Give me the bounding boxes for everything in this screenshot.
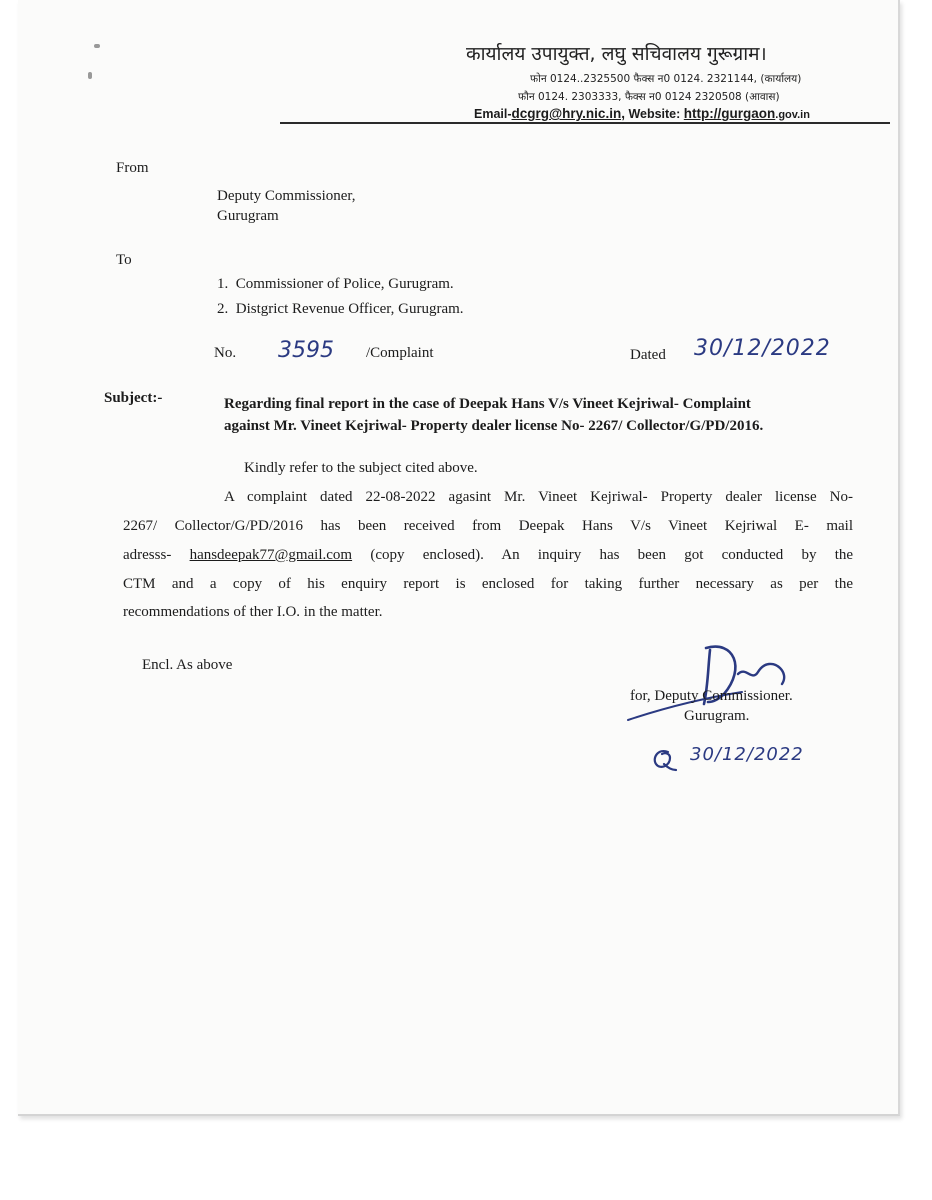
header-rule — [280, 122, 890, 124]
reference-no-label: No. — [214, 345, 237, 361]
reference-no-handwritten: 3595 — [278, 338, 334, 363]
body-paragraph-2-line-2: 2267/ Collector/G/PD/2016 has been received from Deepak Hans V/s Vineet Kejriwal E- mail — [123, 518, 853, 534]
body-paragraph-2-line-3: adresss- hansdeepak77@gmail.com (copy enclosed). An inquiry has been got conducted by the — [123, 547, 854, 563]
initials-mark — [648, 744, 678, 774]
office-phone-line: फोन 0124..2325500 फैक्स न0 0124. 2321144, (कार्यालय) — [530, 73, 802, 85]
subject-line-1: Regarding final report in the case of Deepak Hans V/s Vineet Kejriwal- Complaint — [224, 396, 751, 412]
scan-speck — [88, 72, 92, 79]
letter-page — [18, 0, 900, 1116]
subject-line-2: against Mr. Vineet Kejriwal- Property dealer license No- 2267/ Collector/G/PD/2016. — [224, 418, 764, 434]
from-label: From — [116, 160, 149, 176]
body-paragraph-2-line-1: A complaint dated 22-08-2022 agasint Mr. Vineet Kejriwal- Property dealer license No- — [224, 489, 853, 505]
residence-phone-line: फौन 0124. 2303333, फैक्स न0 0124 2320508 (आवास) — [518, 91, 780, 103]
dated-label: Dated — [630, 347, 666, 363]
office-title: कार्यालय उपायुक्त, लघु सचिवालय गुरूग्राम। — [466, 43, 767, 65]
signatory-place: Gurugram. — [684, 708, 750, 724]
signatory-designation: for, Deputy Commissioner. — [630, 688, 793, 704]
reference-no-suffix: /Complaint — [366, 345, 434, 361]
website-label: Website: — [628, 107, 681, 121]
from-line-2: Gurugram — [217, 208, 279, 224]
email-link[interactable]: dcgrg@hry.nic.in, — [511, 106, 625, 121]
recipient-item: 1. Commissioner of Police, Gurugram. — [217, 276, 454, 292]
to-label: To — [116, 252, 132, 268]
recipient-item: 2. Distgrict Revenue Officer, Gurugram. — [217, 301, 464, 317]
contact-line — [474, 106, 810, 121]
subject-label: Subject:- — [104, 390, 163, 406]
body-paragraph-2-line-5: recommendations of ther I.O. in the matter. — [123, 604, 383, 620]
body-paragraph-2-line-4: CTM and a copy of his enquiry report is enclosed for taking further necessary as per the — [123, 576, 853, 592]
complainant-email-link[interactable]: hansdeepak77@gmail.com — [189, 547, 353, 563]
website-link[interactable]: http://gurgaon.gov.in — [683, 106, 810, 121]
handwritten-date: 30/12/2022 — [690, 744, 804, 765]
from-line-1: Deputy Commissioner, — [217, 188, 356, 204]
dated-handwritten: 30/12/2022 — [694, 336, 831, 361]
enclosure-note: Encl. As above — [142, 657, 233, 673]
scan-speck — [94, 44, 100, 48]
email-label: Email- — [474, 107, 512, 121]
body-paragraph-1: Kindly refer to the subject cited above. — [244, 460, 478, 476]
